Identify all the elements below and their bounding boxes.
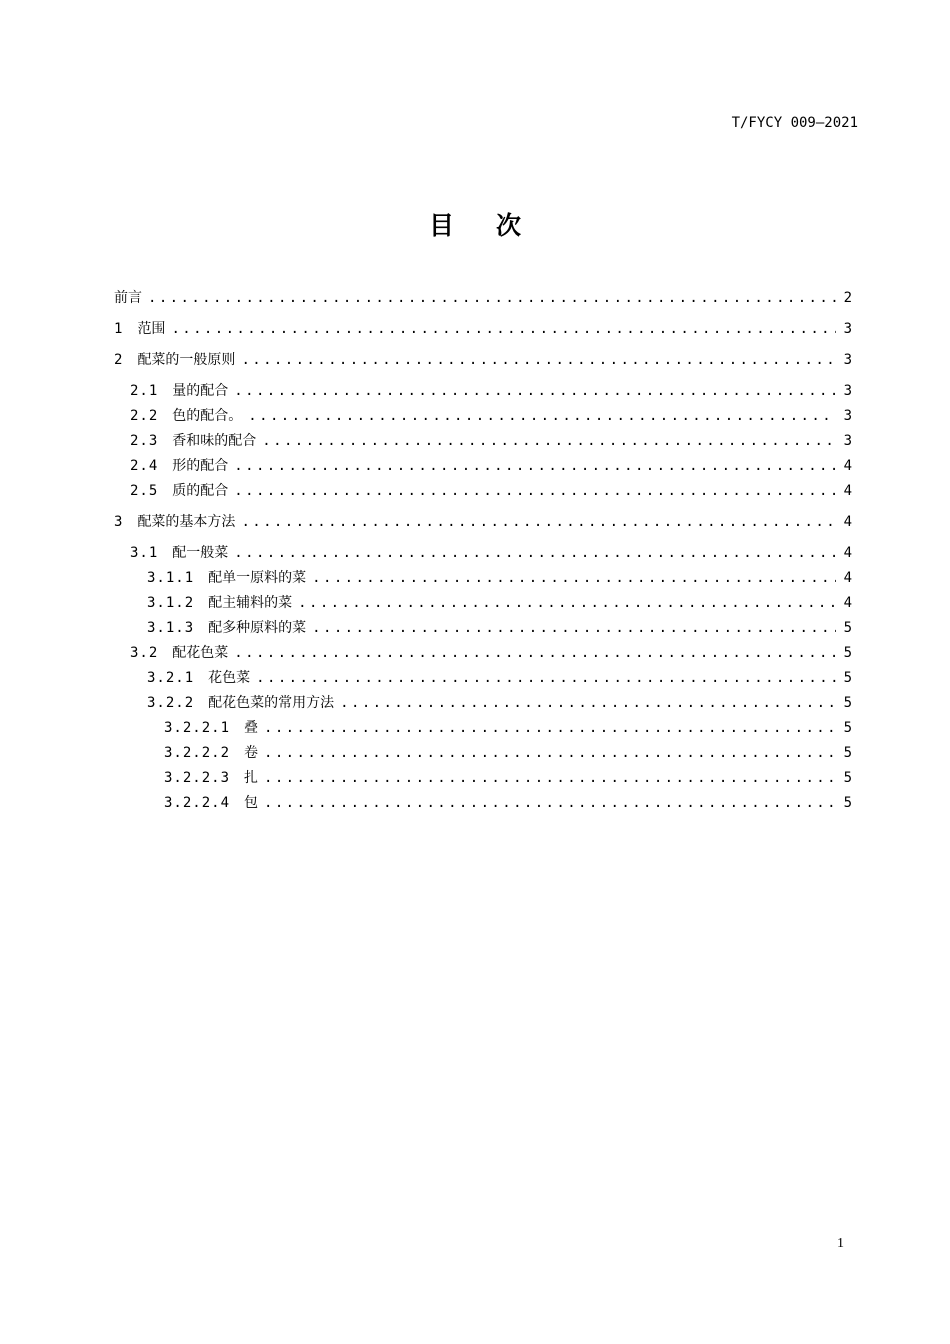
toc-entry-label: 配花色菜 bbox=[172, 645, 229, 661]
toc-entry-number: 2.5 bbox=[130, 483, 159, 499]
toc-entry[interactable] bbox=[114, 666, 852, 691]
toc-entry[interactable] bbox=[114, 404, 852, 429]
toc-entry-label: 配主辅料的菜 bbox=[208, 595, 293, 611]
toc-entry-number: 3.1.2 bbox=[147, 595, 195, 611]
toc-dot-leader bbox=[264, 791, 836, 816]
toc-entry-number: 1 bbox=[114, 321, 124, 337]
toc-dot-leader bbox=[340, 691, 836, 716]
toc-entry-page: 5 bbox=[843, 695, 852, 711]
toc-entry-page: 2 bbox=[843, 290, 852, 306]
toc-entry-page: 3 bbox=[843, 433, 852, 449]
toc-entry-number: 3.2 bbox=[130, 645, 159, 661]
toc-entry-label: 色的配合。 bbox=[172, 408, 243, 424]
toc-entry-page: 3 bbox=[843, 383, 852, 399]
toc-entry-label: 前言 bbox=[114, 290, 142, 306]
toc-dot-leader bbox=[234, 379, 836, 404]
toc-entry[interactable] bbox=[114, 479, 852, 504]
toc-entry-page: 4 bbox=[843, 545, 852, 561]
toc-entry-number: 3.2.2.2 bbox=[164, 745, 231, 761]
toc-dot-leader bbox=[264, 766, 836, 791]
toc-entry[interactable] bbox=[114, 616, 852, 641]
toc-entry-label: 配菜的一般原则 bbox=[137, 352, 236, 368]
toc-entry-label: 形的配合 bbox=[172, 458, 229, 474]
toc-entry-number: 2.3 bbox=[130, 433, 159, 449]
toc-dot-leader bbox=[312, 566, 836, 591]
toc-entry-label: 配菜的基本方法 bbox=[137, 514, 236, 530]
toc-entry-page: 3 bbox=[843, 352, 852, 368]
toc-entry-page: 5 bbox=[843, 770, 852, 786]
toc-dot-leader bbox=[264, 741, 836, 766]
toc-dot-leader bbox=[234, 541, 836, 566]
toc-entry-label: 卷 bbox=[244, 745, 259, 761]
toc-dot-leader bbox=[248, 404, 836, 429]
toc-entry[interactable] bbox=[114, 510, 852, 535]
toc-entry[interactable] bbox=[114, 566, 852, 591]
toc-entry-number: 3.2.2.3 bbox=[164, 770, 231, 786]
toc-entry[interactable] bbox=[114, 348, 852, 373]
toc-entry-number: 3.1 bbox=[130, 545, 159, 561]
toc-entry-label: 叠 bbox=[244, 720, 259, 736]
toc-entry-number: 2.4 bbox=[130, 458, 159, 474]
toc-entry-page: 4 bbox=[843, 595, 852, 611]
toc-dot-leader bbox=[234, 479, 836, 504]
toc-entry-page: 5 bbox=[843, 670, 852, 686]
toc-entry-number: 2.2 bbox=[130, 408, 159, 424]
toc-entry-page: 4 bbox=[843, 570, 852, 586]
toc-entry-page: 3 bbox=[843, 321, 852, 337]
toc-entry-page: 4 bbox=[843, 483, 852, 499]
toc-entry-number: 2.1 bbox=[130, 383, 159, 399]
toc-entry[interactable] bbox=[114, 286, 852, 311]
toc-dot-leader bbox=[298, 591, 836, 616]
toc-entry[interactable] bbox=[114, 541, 852, 566]
toc-list bbox=[114, 286, 852, 816]
toc-entry-page: 5 bbox=[843, 720, 852, 736]
toc-entry-number: 3.2.2 bbox=[147, 695, 195, 711]
toc-entry-label: 香和味的配合 bbox=[172, 433, 257, 449]
toc-entry-number: 3 bbox=[114, 514, 124, 530]
toc-entry-page: 3 bbox=[843, 408, 852, 424]
toc-entry-page: 5 bbox=[843, 645, 852, 661]
toc-entry-page: 5 bbox=[843, 745, 852, 761]
toc-entry-label: 配一般菜 bbox=[172, 545, 229, 561]
toc-entry[interactable] bbox=[114, 591, 852, 616]
toc-entry-number: 3.2.2.1 bbox=[164, 720, 231, 736]
toc-entry-number: 3.1.1 bbox=[147, 570, 195, 586]
toc-entry[interactable] bbox=[114, 791, 852, 816]
toc-entry-label: 量的配合 bbox=[172, 383, 229, 399]
toc-dot-leader bbox=[171, 317, 836, 342]
toc-dot-leader bbox=[262, 429, 836, 454]
toc-entry-number: 3.2.1 bbox=[147, 670, 195, 686]
toc-entry-page: 5 bbox=[843, 620, 852, 636]
toc-dot-leader bbox=[241, 348, 836, 373]
toc-dot-leader bbox=[312, 616, 836, 641]
document-code: T/FYCY 009—2021 bbox=[731, 115, 858, 131]
toc-entry[interactable] bbox=[114, 691, 852, 716]
toc-entry-label: 花色菜 bbox=[208, 670, 251, 686]
toc-entry-label: 范围 bbox=[137, 321, 166, 337]
toc-dot-leader bbox=[256, 666, 836, 691]
toc-entry-label: 包 bbox=[244, 795, 259, 811]
toc-entry[interactable] bbox=[114, 766, 852, 791]
toc-entry-label: 质的配合 bbox=[172, 483, 229, 499]
toc-entry-label: 配多种原料的菜 bbox=[208, 620, 307, 636]
toc-entry[interactable] bbox=[114, 454, 852, 479]
toc-entry-label: 配花色菜的常用方法 bbox=[208, 695, 335, 711]
toc-entry[interactable] bbox=[114, 716, 852, 741]
page-number: 1 bbox=[837, 1236, 844, 1251]
toc-entry-number: 2 bbox=[114, 352, 124, 368]
toc-entry-page: 4 bbox=[843, 514, 852, 530]
toc-dot-leader bbox=[234, 641, 836, 666]
toc-entry-label: 扎 bbox=[244, 770, 259, 786]
toc-entry-page: 4 bbox=[843, 458, 852, 474]
toc-dot-leader bbox=[241, 510, 836, 535]
toc-entry[interactable] bbox=[114, 429, 852, 454]
toc-entry[interactable] bbox=[114, 641, 852, 666]
toc-entry[interactable] bbox=[114, 379, 852, 404]
toc-entry[interactable] bbox=[114, 741, 852, 766]
toc-title: 目次 bbox=[428, 211, 563, 240]
toc-dot-leader bbox=[264, 716, 836, 741]
toc-entry-label: 配单一原料的菜 bbox=[208, 570, 307, 586]
toc-entry-number: 3.2.2.4 bbox=[164, 795, 231, 811]
toc-entry-number: 3.1.3 bbox=[147, 620, 195, 636]
toc-entry[interactable] bbox=[114, 317, 852, 342]
toc-dot-leader bbox=[148, 286, 836, 311]
toc-entry-page: 5 bbox=[843, 795, 852, 811]
toc-dot-leader bbox=[234, 454, 836, 479]
